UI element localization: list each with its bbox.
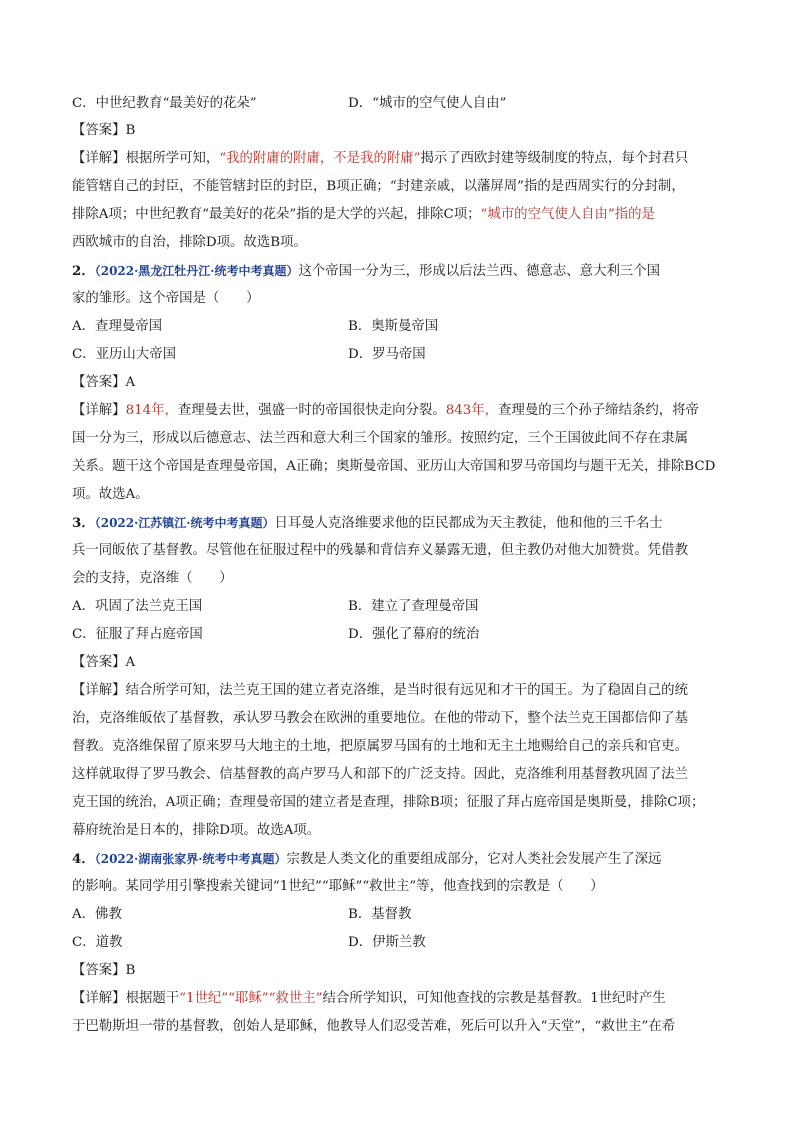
- question-source: （2022·湖南张家界·统考中考真题）: [94, 852, 287, 866]
- q4-answer: 【答案】B: [72, 963, 136, 978]
- q4-option-b: B．基督教: [348, 907, 412, 922]
- q4-detail-line-2: 于巴勒斯坦一带的基督教，创始人是耶稣，他教导人们忍受苦难，死后可以升入“天堂”，“救世主”在希: [72, 1019, 676, 1034]
- highlight-quote: “城市的空气使人自由”指的是: [480, 207, 655, 222]
- q3-detail-line-6: 幕府统治是日本的，排除D项。故选A项。: [72, 823, 321, 838]
- question-number: 4．: [72, 851, 95, 867]
- q4-stem-line-1: 4．（2022·湖南张家界·统考中考真题）宗教是人类文化的重要组成部分，它对人类社会发展产生了深远: [72, 851, 662, 867]
- q4-option-a: A．佛教: [72, 907, 122, 922]
- q3-option-a: A．巩固了法兰克王国: [72, 599, 203, 614]
- q2-answer: 【答案】A: [72, 375, 136, 390]
- q3-answer: 【答案】A: [72, 655, 136, 670]
- q4-option-c: C．道教: [72, 935, 123, 950]
- question-number: 3．: [72, 515, 95, 531]
- highlight-quote: “我的附庸的附庸，不是我的附庸”: [219, 151, 421, 166]
- q2-stem-line-2: 家的雏形。这个帝国是（ ）: [72, 291, 260, 306]
- q2-detail-line-1: 【详解】814年，查理曼去世，强盛一时的帝国很快走向分裂。843年，查理曼的三个孙子缔结条约，将帝: [72, 403, 699, 418]
- q3-stem-line-2: 兵一同皈依了基督教。尽管他在征服过程中的残暴和背信弃义暴露无遗，但主教仍对他大加赞赏。凭借教: [72, 543, 688, 558]
- q2-detail-line-4: 项。故选A。: [72, 487, 149, 502]
- q3-stem-line-1: 3．（2022·江苏镇江·统考中考真题）日耳曼人克洛维要求他的臣民都成为天主教徒，他和他的三千名士: [72, 515, 663, 531]
- q1-option-c: C．中世纪教育“最美好的花朵”: [72, 96, 257, 111]
- q1-option-d: D．“城市的空气使人自由”: [348, 96, 507, 111]
- q3-detail-line-4: 这样就取得了罗马教会、信基督教的高卢罗马人和部下的广泛支持。因此，克洛维利用基督教巩固了法兰: [72, 767, 688, 782]
- q3-stem-line-3: 会的支持，克洛维（ ）: [72, 571, 233, 586]
- q3-option-b: B．建立了查理曼帝国: [348, 599, 479, 614]
- q4-option-d: D．伊斯兰教: [348, 935, 426, 950]
- q3-detail-line-3: 督教。克洛维保留了原来罗马大地主的土地，把原属罗马国有的土地和无主土地赐给自己的亲兵和官吏。: [72, 739, 688, 754]
- question-source: （2022·江苏镇江·统考中考真题）: [94, 516, 275, 530]
- question-number: 2．: [72, 263, 95, 279]
- q2-option-d: D．罗马帝国: [348, 347, 426, 362]
- q1-answer: 【答案】B: [72, 123, 136, 138]
- highlight-quote: “1世纪”“耶稣”“救世主”: [179, 991, 323, 1006]
- q1-detail-line-3: 排除A项；中世纪教育“最美好的花朵”指的是大学的兴起，排除C项；“城市的空气使人自由”指的是: [72, 207, 655, 222]
- q4-detail-line-1: 【详解】根据题干“1世纪”“耶稣”“救世主”结合所学知识，可知他查找的宗教是基督教。1世纪时产生: [72, 991, 666, 1006]
- q2-stem-line-1: 2．（2022·黑龙江牡丹江·统考中考真题）这个帝国一分为三，形成以后法兰西、德意志、意大利三个国: [72, 263, 661, 279]
- detail-tag: 【详解】: [72, 683, 126, 698]
- q1-detail-line-2: 能管辖自己的封臣，不能管辖封臣的封臣，B项正确；“封建亲戚，以藩屏周”指的是西周实行的分封制，: [72, 179, 685, 194]
- q2-option-c: C．亚历山大帝国: [72, 347, 176, 362]
- q3-option-d: D．强化了幕府的统治: [348, 627, 480, 642]
- q1-detail-line-1: 【详解】根据所学可知，“我的附庸的附庸，不是我的附庸”揭示了西欧封建等级制度的特点，每个封君只: [72, 151, 689, 166]
- q1-detail-line-4: 西欧城市的自治，排除D项。故选B项。: [72, 235, 307, 250]
- q2-option-b: B．奥斯曼帝国: [348, 319, 439, 334]
- q2-detail-line-2: 国一分为三，形成以后德意志、法兰西和意大利三个国家的雏形。按照约定，三个王国彼此间不存在隶属: [72, 431, 688, 446]
- question-source: （2022·黑龙江牡丹江·统考中考真题）: [94, 264, 299, 278]
- q2-option-a: A．查理曼帝国: [72, 319, 163, 334]
- q2-detail-line-3: 关系。题干这个帝国是查理曼帝国，A正确；奥斯曼帝国、亚历山大帝国和罗马帝国均与题干无关，排除BCD: [72, 459, 716, 474]
- detail-tag: 【详解】: [72, 151, 126, 166]
- q3-detail-line-1: 【详解】结合所学可知，法兰克王国的建立者克洛维，是当时很有远见和才干的国王。为了稳固自己的统: [72, 683, 688, 698]
- q4-stem-line-2: 的影响。某同学用引擎搜索关键词“1世纪”“耶稣”“救世主”等，他查找到的宗教是（ ）: [72, 879, 604, 894]
- q3-detail-line-5: 克王国的统治，A项正确；查理曼帝国的建立者是查理，排除B项；征服了拜占庭帝国是奥斯曼，排除C项；: [72, 795, 705, 810]
- detail-tag: 【详解】: [72, 991, 126, 1006]
- q3-option-c: C．征服了拜占庭帝国: [72, 627, 203, 642]
- q3-detail-line-2: 治，克洛维皈依了基督教，承认罗马教会在欧洲的重要地位。在他的带动下，整个法兰克王国都信仰了基: [72, 711, 688, 726]
- detail-tag: 【详解】: [72, 403, 126, 418]
